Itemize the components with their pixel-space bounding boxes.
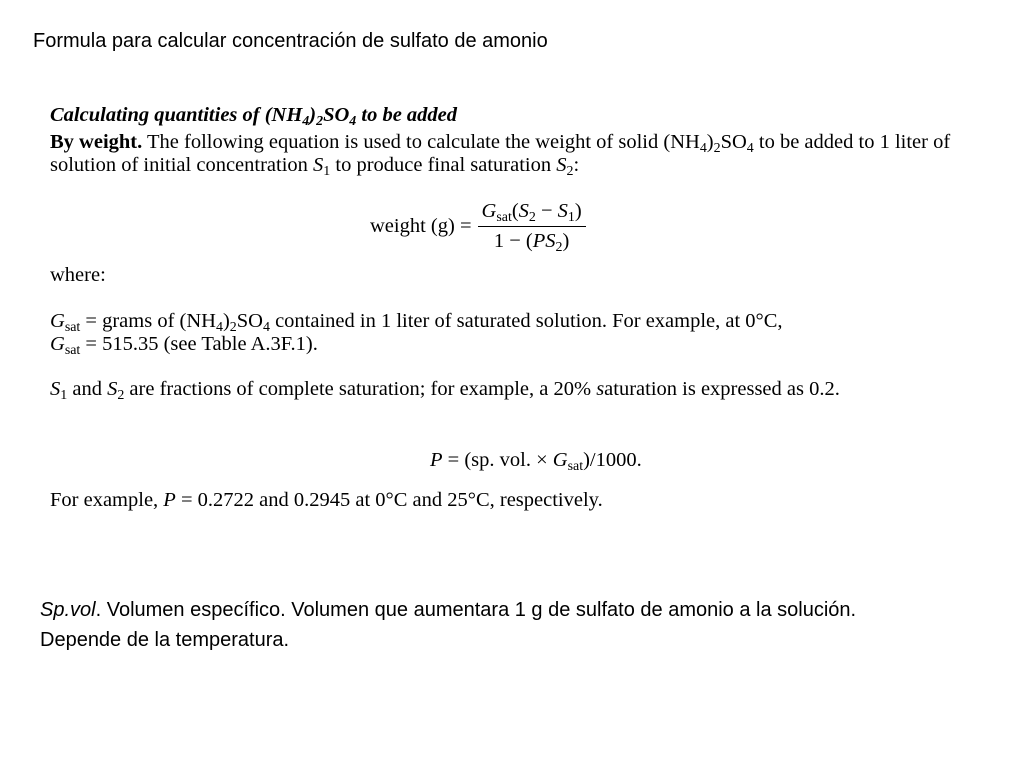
scanned-textbook-excerpt (40, 98, 990, 528)
formula-fraction (478, 200, 586, 256)
gsat-definition: $G_{sat}$ = grams of $(NH_4)_2SO_4$ contained in 1 liter of saturated solution. For example, at 0°C, $G_{sat} = 515.35$ (see Table A.3F.1). (50, 310, 783, 359)
intro-paragraph: By weight. The following equation is used to calculate the weight of solid $(NH_4)_2SO_4$ to be added to 1 liter of solution of initial concentration $S_1$ to produce final saturation $S_2$: (50, 131, 951, 180)
spanish-note (40, 595, 856, 655)
example-line: For example, P = 0.2722 and 0.2945 at 0°C and 25°C, respectively. (50, 489, 603, 511)
formula-numerator: $G_{sat}(S_2 - S_1)$ (478, 200, 586, 227)
formula-lhs: weight (g) = (370, 215, 472, 237)
note-line-2: Depende de la temperatura. (40, 629, 290, 651)
note-line-1: Sp.vol. Volumen específico. Volumen que aumentara 1 g de sulfato de amonio a la solución. (40, 599, 857, 621)
section-heading: Calculating quantities of $(NH_4)_2SO_4$ to be added (50, 104, 458, 130)
saturation-definition: $S_1$ and $S_2$ are fractions of complete saturation; for example, a 20% saturation is expressed as 0.2. (50, 378, 840, 404)
slide-title: Formula para calcular concentración de sulfato de amonio (33, 30, 548, 52)
weight-formula (370, 200, 586, 256)
p-definition: P = (sp. vol. × $G_{sat})/1000$. (430, 449, 642, 475)
formula-denominator: $1 - (PS_2)$ (493, 230, 570, 256)
where-label: where: (50, 264, 106, 286)
